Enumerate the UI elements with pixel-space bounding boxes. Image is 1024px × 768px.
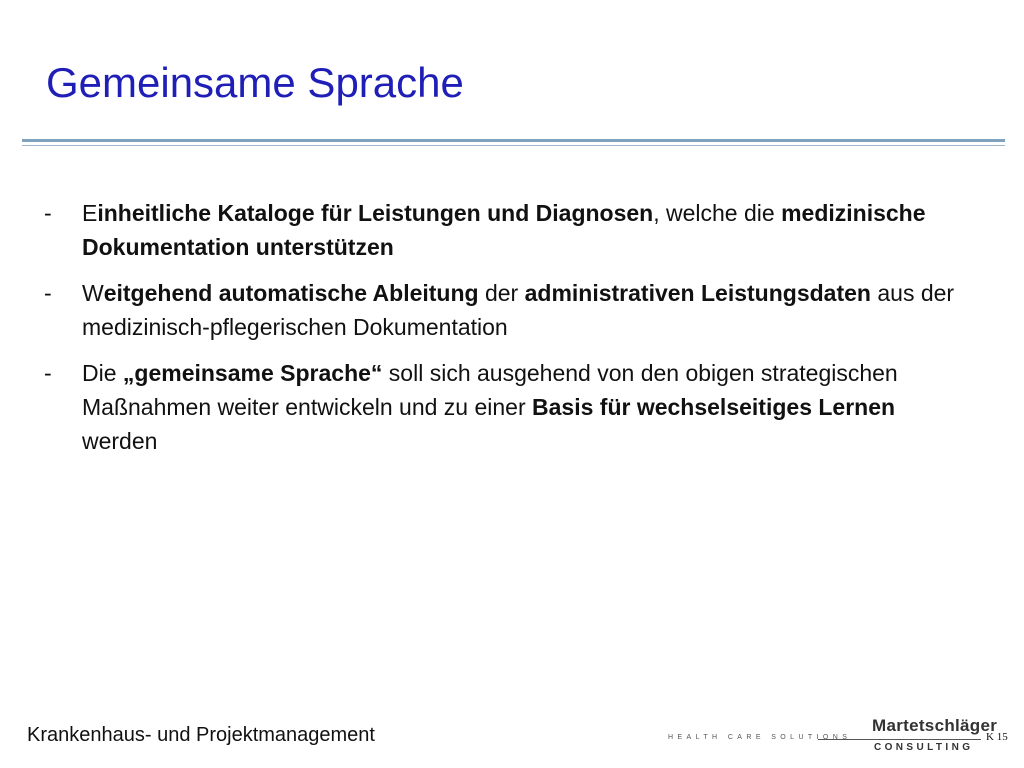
bullet-marker: - <box>44 200 52 226</box>
title-divider-thin <box>22 145 1005 146</box>
bullet-text-bold: administrativen Leistungsdaten <box>524 280 871 306</box>
bullet-text-bold: Basis für wechselseitiges Lernen <box>532 394 896 420</box>
slide-title: Gemeinsame Sprache <box>46 59 464 106</box>
logo-subtitle: CONSULTING <box>874 742 974 753</box>
logo-tagline: HEALTH CARE SOLUTIONS <box>668 734 852 741</box>
bullet-marker: - <box>44 360 52 386</box>
bullet-text: W <box>82 280 104 306</box>
bullet-text-bold: inheitliche Kataloge für Leistungen und Diagnosen <box>97 200 654 226</box>
title-divider <box>22 139 1005 142</box>
bullet-text: soll sich ausgehend von den obigen strategischen Maßnahmen weiter entwickeln und zu einer <box>82 360 898 420</box>
bullet-marker: - <box>44 280 52 306</box>
bullet-text: werden <box>82 428 158 454</box>
bullet-text: Die <box>82 360 123 386</box>
bullet-item <box>44 276 974 344</box>
bullet-text: E <box>82 200 98 226</box>
bullet-text-bold: medizinische Dokumentation unterstützen <box>82 200 926 260</box>
bullet-text-bold: „gemeinsame Sprache“ <box>122 360 383 386</box>
bullet-text-bold: eitgehend automatische Ableitung <box>103 280 479 306</box>
bullet-item <box>44 196 974 264</box>
footer-text: Krankenhaus- und Projektmanagement <box>27 724 375 746</box>
logo-name: Martetschläger <box>872 716 998 735</box>
bullet-text: der <box>478 280 525 306</box>
bullet-item <box>44 356 974 458</box>
logo-divider <box>818 739 981 740</box>
bullet-text: , welche die <box>653 200 782 226</box>
bullet-text: aus der medizinisch-pflegerischen Dokumentation <box>82 280 955 340</box>
page-number: K 15 <box>986 731 1008 743</box>
bullet-list <box>44 196 974 470</box>
